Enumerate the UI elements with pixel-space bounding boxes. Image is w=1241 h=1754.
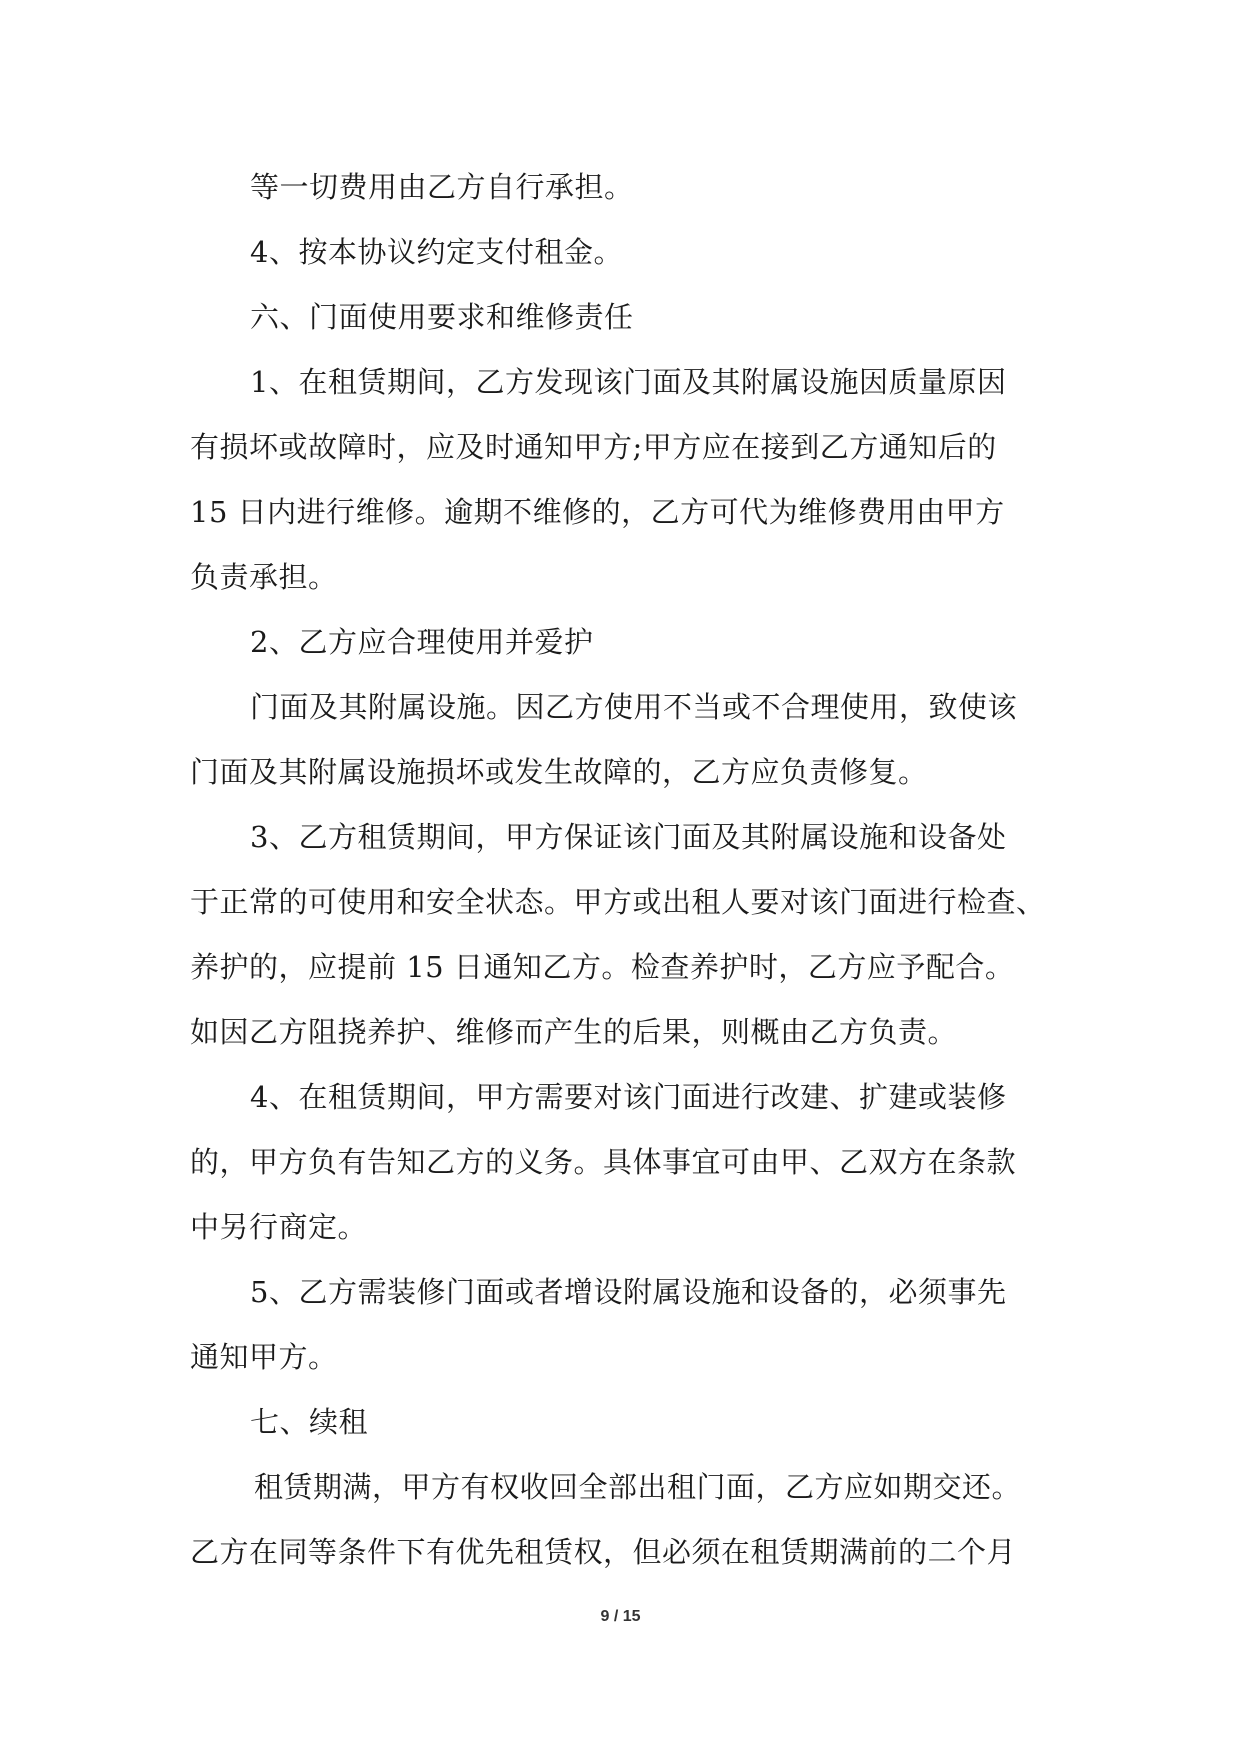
text-line: 租赁期满，甲方有权收回全部出租门面，乙方应如期交还。 [254, 1470, 1022, 1504]
text-line: 门面及其附属设施。因乙方使用不当或不合理使用，致使该 [250, 690, 1018, 724]
text-line: 1、在租赁期间，乙方发现该门面及其附属设施因质量原因 [250, 365, 1007, 399]
text-line: 的，甲方负有告知乙方的义务。具体事宜可由甲、乙双方在条款 [190, 1145, 1017, 1179]
section-heading: 七、续租 [250, 1405, 369, 1439]
section-heading: 六、门面使用要求和维修责任 [250, 300, 634, 334]
text-line: 15 日内进行维修。逾期不维修的，乙方可代为维修费用由甲方 [190, 495, 1005, 529]
text-line: 养护的，应提前 15 日通知乙方。检查养护时，乙方应予配合。 [190, 950, 1015, 984]
text-line: 3、乙方租赁期间，甲方保证该门面及其附属设施和设备处 [250, 820, 1007, 854]
text-line: 等一切费用由乙方自行承担。 [250, 170, 634, 204]
text-line: 中另行商定。 [190, 1210, 368, 1244]
text-line: 门面及其附属设施损坏或发生故障的，乙方应负责修复。 [190, 755, 928, 789]
text-line: 4、在租赁期间，甲方需要对该门面进行改建、扩建或装修 [250, 1080, 1007, 1114]
page-number: 9 / 15 [600, 1608, 641, 1625]
text-line: 如因乙方阻挠养护、维修而产生的后果，则概由乙方负责。 [190, 1015, 958, 1049]
text-line: 有损坏或故障时，应及时通知甲方;甲方应在接到乙方通知后的 [190, 430, 997, 464]
text-line: 通知甲方。 [190, 1340, 338, 1374]
document-body [190, 155, 1070, 1585]
text-line: 乙方在同等条件下有优先租赁权，但必须在租赁期满前的二个月 [190, 1535, 1017, 1569]
text-line: 4、按本协议约定支付租金。 [250, 235, 623, 269]
text-line: 2、乙方应合理使用并爱护 [250, 625, 594, 659]
text-line: 负责承担。 [190, 560, 338, 594]
text-line: 于正常的可使用和安全状态。甲方或出租人要对该门面进行检查、 [190, 885, 1046, 919]
text-line: 5、乙方需装修门面或者增设附属设施和设备的，必须事先 [250, 1275, 1007, 1309]
